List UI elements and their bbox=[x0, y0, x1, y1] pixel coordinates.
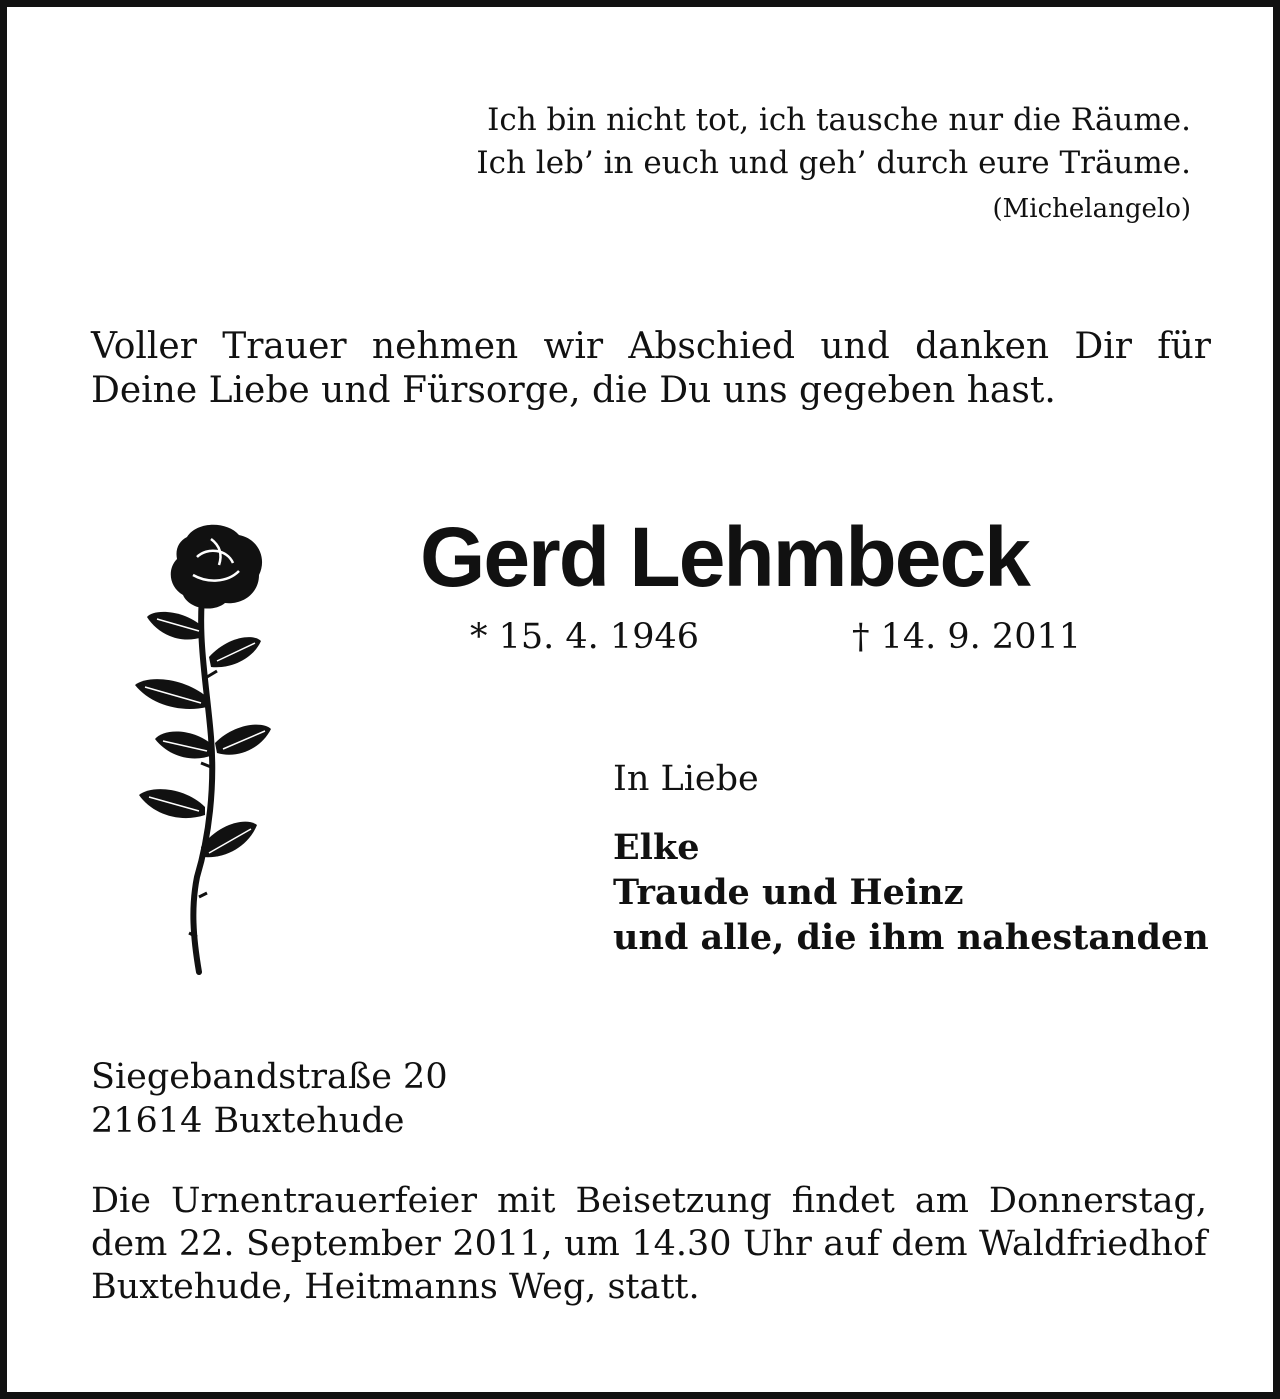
quote-line-2: Ich leb’ in euch und geh’ durch eure Träume. bbox=[476, 145, 1191, 181]
intro-text: Voller Trauer nehmen wir Abschied und danken Dir für Deine Liebe und Fürsorge, die Du uns gegeben hast. bbox=[91, 326, 1211, 411]
birth-date: * 15. 4. 1946 bbox=[470, 617, 700, 657]
address-street: Siegebandstraße 20 bbox=[91, 1057, 448, 1097]
mourner-name: und alle, die ihm nahestanden bbox=[613, 917, 1209, 958]
quote-block bbox=[476, 99, 1191, 233]
address-city: 21614 Buxtehude bbox=[91, 1101, 405, 1141]
quote-author: (Michelangelo) bbox=[992, 194, 1191, 224]
mourners-list bbox=[613, 825, 1209, 960]
deceased-name: Gerd Lehmbeck bbox=[420, 510, 1029, 604]
ceremony-text: Die Urnentrauerfeier mit Beisetzung findet am Donnerstag, dem 22. September 2011, um 14.30 Uhr auf dem Waldfriedhof Buxtehude, Heitmanns Weg, statt. bbox=[91, 1181, 1207, 1307]
address-block bbox=[91, 1055, 448, 1143]
quote-line-1: Ich bin nicht tot, ich tausche nur die Räume. bbox=[487, 102, 1191, 138]
death-date: † 14. 9. 2011 bbox=[852, 617, 1082, 657]
mourners-heading: In Liebe bbox=[613, 759, 759, 799]
mourner-name: Traude und Heinz bbox=[613, 872, 964, 913]
rose-icon bbox=[127, 517, 287, 987]
mourner-name: Elke bbox=[613, 827, 700, 868]
